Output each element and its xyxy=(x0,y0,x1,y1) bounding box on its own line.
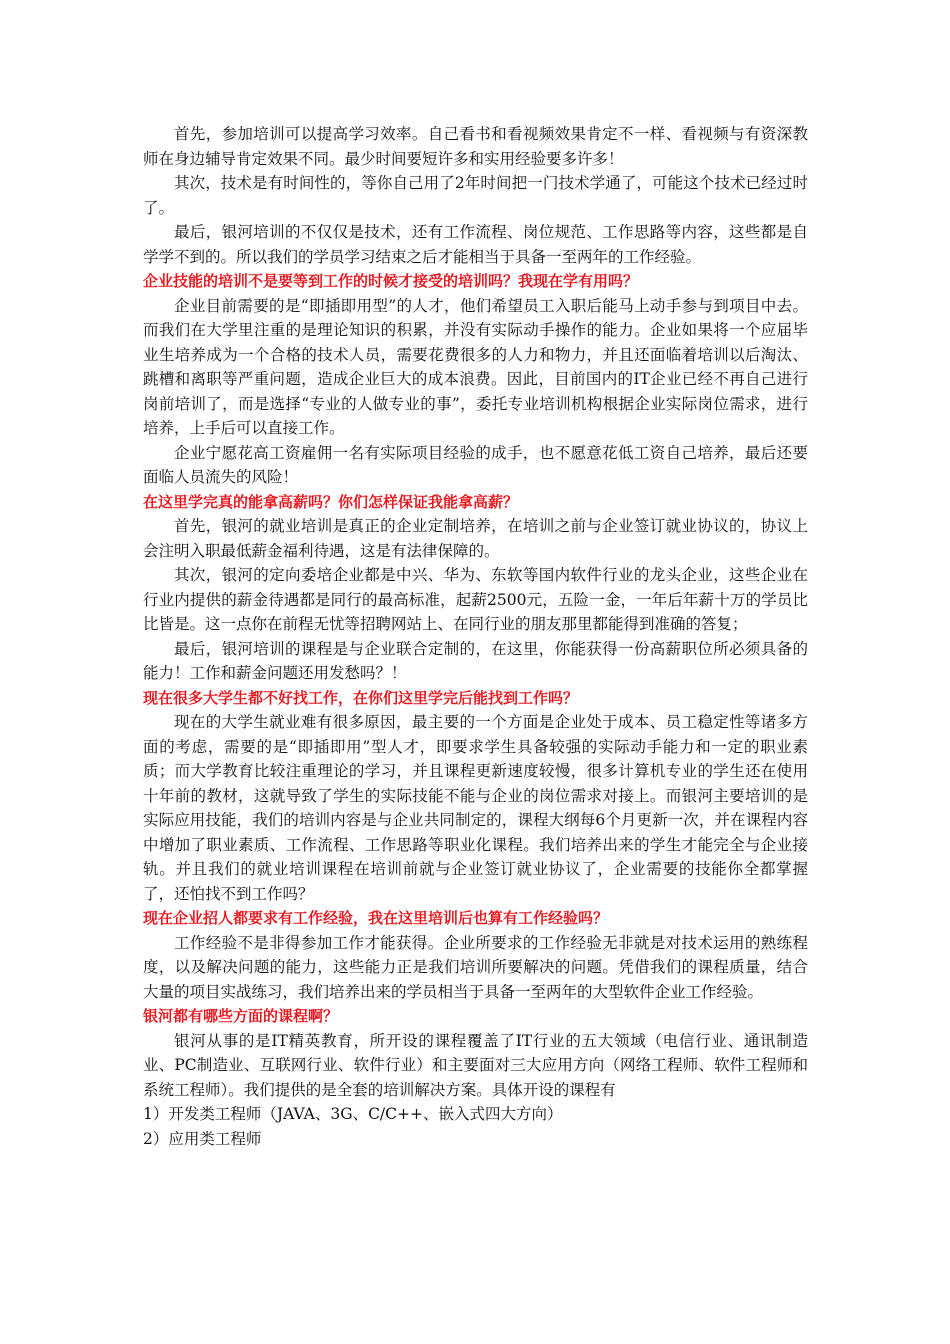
section-heading: 企业技能的培训不是要等到工作的时候才接受的培训吗？我现在学有用吗？ xyxy=(143,272,639,290)
section-heading: 在这里学完真的能拿高薪吗？你们怎样保证我能拿高薪？ xyxy=(143,492,519,511)
paragraph: 最后，银河培训的课程是与企业联合定制的，在这里，你能获得一份高薪职位所必须具备的能力！工作和薪金问题还用发愁吗？！ xyxy=(143,639,808,682)
paragraph: 其次，技术是有时间性的，等你自己用了2年时间把一门技术学通了，可能这个技术已经过时了。 xyxy=(143,174,808,217)
section-heading: 现在企业招人都要求有工作经验，我在这里培训后也算有工作经验吗？ xyxy=(143,909,609,927)
paragraph: 工作经验不是非得参加工作才能获得。企业所要求的工作经验无非就是对技术运用的熟练程度，以及解决问题的能力，这些能力正是我们培训所要解决的问题。凭借我们的课程质量，结合大量的项目实战练习，我们培养出来的学员相当于具备一至两年的大型软件企业工作经验。 xyxy=(143,933,808,1001)
section-heading: 银河都有哪些方面的课程啊？ xyxy=(143,1007,339,1025)
paragraph: 首先，银河的就业培训是真正的企业定制培养，在培训之前与企业签订就业协议的，协议上会注明入职最低薪金福利待遇，这是有法律保障的。 xyxy=(143,517,808,560)
paragraph: 现在的大学生就业难有很多原因，最主要的一个方面是企业处于成本、员工稳定性等诸多方面的考虑，需要的是“即插即用”型人才，即要求学生具备较强的实际动手能力和一定的职业素质；而大学教育比较注重理论的学习，并且课程更新速度较慢，很多计算机专业的学生还在使用十年前的教材，这就导致了学生的实际技能不能与企业的岗位需求对接上。而银河主要培训的是实际应用技能，我们的培训内容是与企业共同制定的，课程大纲每6个月更新一次，并在课程内容中增加了职业素质、工作流程、工作思路等职业化课程。我们培养出来的学生才能完全与企业接轨。并且我们的就业培训课程在培训前就与企业签订就业协议了，企业需要的技能你全都掌握了，还怕找不到工作吗？ xyxy=(143,713,808,903)
section-heading: 现在很多大学生都不好找工作，在你们这里学完后能找到工作吗？ xyxy=(143,688,579,707)
list-item: 2）应用类工程师 xyxy=(143,1129,262,1148)
paragraph: 首先，参加培训可以提高学习效率。自己看书和看视频效果肯定不一样、看视频与有资深教师在身边辅导肯定效果不同。最少时间要短许多和实用经验要多许多！ xyxy=(143,125,808,168)
document-page xyxy=(143,122,808,1151)
list-item: 1）开发类工程师（JAVA、3G、C/C++、嵌入式四大方向） xyxy=(143,1105,563,1123)
paragraph: 企业宁愿花高工资雇佣一名有实际项目经验的成手，也不愿意花低工资自己培养，最后还要面临人员流失的风险！ xyxy=(143,443,808,486)
paragraph: 企业目前需要的是“即插即用型”的人才，他们希望员工入职后能马上动手参与到项目中去。而我们在大学里注重的是理论知识的积累，并没有实际动手操作的能力。企业如果将一个应届毕业生培养成为一个合格的技术人员，需要花费很多的人力和物力，并且还面临着培训以后淘汰、跳槽和离职等严重问题，造成企业巨大的成本浪费。因此，目前国内的IT企业已经不再自己进行岗前培训了，而是选择“专业的人做专业的事”，委托专业培训机构根据企业实际岗位需求，进行培养，上手后可以直接工作。 xyxy=(143,296,808,437)
paragraph: 银河从事的是IT精英教育，所开设的课程覆盖了IT行业的五大领域（电信行业、通讯制造业、PC制造业、互联网行业、软件行业）和主要面对三大应用方向（网络工程师、软件工程师和系统工程师）。我们提供的是全套的培训解决方案。具体开设的课程有 xyxy=(143,1031,808,1099)
paragraph: 最后，银河培训的不仅仅是技术，还有工作流程、岗位规范、工作思路等内容，这些都是自学学不到的。所以我们的学员学习结束之后才能相当于具备一至两年的工作经验。 xyxy=(143,223,808,266)
paragraph: 其次，银河的定向委培企业都是中兴、华为、东软等国内软件行业的龙头企业，这些企业在行业内提供的薪金待遇都是同行的最高标准，起薪2500元，五险一金，一年后年薪十万的学员比比皆是。这一点你在前程无忧等招聘网站上、在同行业的朋友那里都能得到准确的答复； xyxy=(143,566,808,633)
